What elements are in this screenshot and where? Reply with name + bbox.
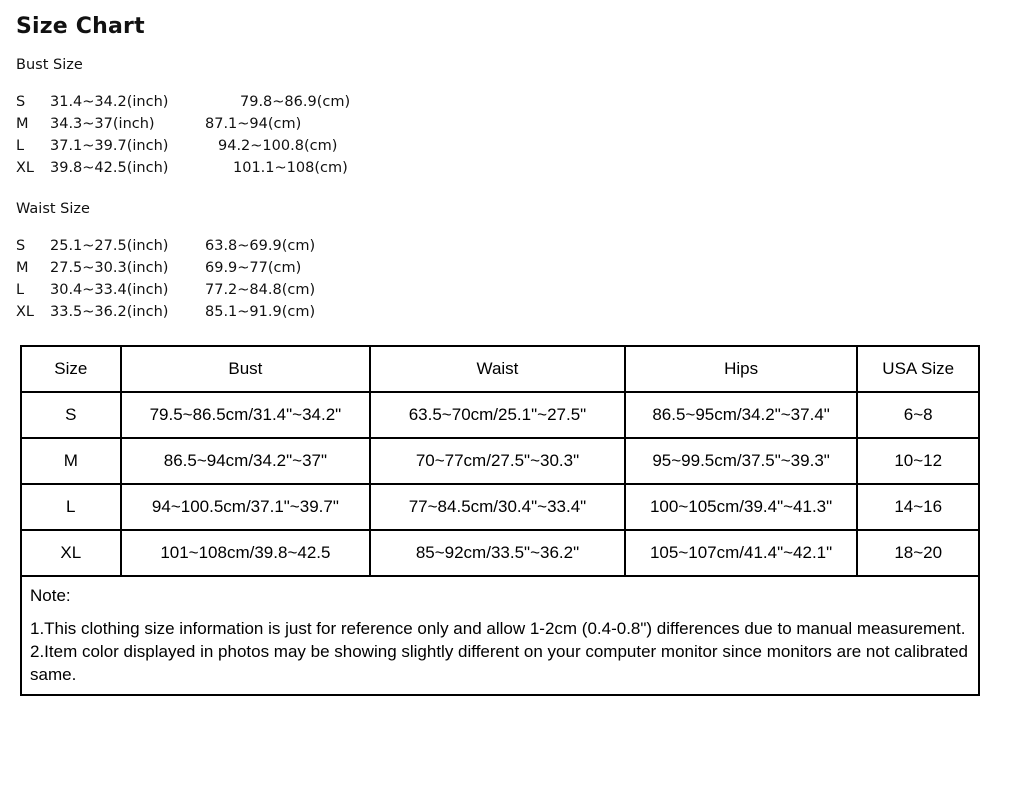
list-item [16,257,1008,279]
cell-usa-size: 6~8 [857,392,979,438]
waist-size-label-xl: XL [16,304,35,321]
note-item-2: 2.Item color displayed in photos may be showing slightly different on your computer monitor since monitors are not calibrated same. [30,642,968,685]
bust-inch-l: 37.1~39.7(inch) [50,138,169,155]
waist-inch-s: 25.1~27.5(inch) [50,238,169,255]
bust-cm-xl: 101.1~108(cm) [233,160,348,177]
table-header-row [21,346,979,392]
cell-size: S [21,392,121,438]
list-item [16,157,1008,179]
column-header-waist: Waist [370,346,625,392]
bust-size-label: Bust Size [16,57,83,73]
bust-size-list [16,91,1008,179]
cell-bust: 94~100.5cm/37.1"~39.7" [121,484,371,530]
waist-size-label-l: L [16,282,25,299]
bust-inch-xl: 39.8~42.5(inch) [50,160,169,177]
bust-inch-s: 31.4~34.2(inch) [50,94,169,110]
cell-size: L [21,484,121,530]
page-title: Size Chart [16,14,145,39]
cell-waist: 85~92cm/33.5"~36.2" [370,530,625,576]
column-header-size: Size [21,346,121,392]
list-item [16,113,1008,135]
cell-waist: 63.5~70cm/25.1"~27.5" [370,392,625,438]
size-chart-table [20,345,980,695]
waist-cm-m: 69.9~77(cm) [205,260,302,277]
list-item [16,135,1008,157]
cell-usa-size: 14~16 [857,484,979,530]
bust-inch-m: 34.3~37(inch) [50,116,155,133]
cell-hips: 95~99.5cm/37.5"~39.3" [625,438,858,484]
cell-waist: 70~77cm/27.5"~30.3" [370,438,625,484]
cell-size: XL [21,530,121,576]
cell-usa-size: 10~12 [857,438,979,484]
table-row [21,484,979,530]
note-block [21,576,979,694]
waist-size-label-s: S [16,238,26,255]
table-row [21,438,979,484]
cell-bust: 79.5~86.5cm/31.4"~34.2" [121,392,371,438]
bust-size-label-xl: XL [16,160,35,177]
waist-inch-xl: 33.5~36.2(inch) [50,304,169,321]
table-row [21,392,979,438]
waist-cm-l: 77.2~84.8(cm) [205,282,316,299]
bust-cm-s: 79.8~86.9(cm) [240,94,351,110]
list-item [16,279,1008,301]
table-row [21,530,979,576]
waist-size-label-m: M [16,260,29,277]
cell-hips: 100~105cm/39.4"~41.3" [625,484,858,530]
cell-waist: 77~84.5cm/30.4"~33.4" [370,484,625,530]
waist-inch-l: 30.4~33.4(inch) [50,282,169,299]
cell-bust: 101~108cm/39.8~42.5 [121,530,371,576]
bust-size-label-s: S [16,94,26,110]
waist-inch-m: 27.5~30.3(inch) [50,260,169,277]
waist-size-list [16,235,1008,323]
bust-size-label-m: M [16,116,29,133]
waist-size-label: Waist Size [16,201,90,218]
list-item [16,91,1008,113]
size-chart-table-wrap [16,345,1008,695]
list-item [16,301,1008,323]
note-heading: Note: [30,586,71,606]
cell-bust: 86.5~94cm/34.2"~37" [121,438,371,484]
column-header-bust: Bust [121,346,371,392]
waist-cm-xl: 85.1~91.9(cm) [205,304,316,321]
bust-cm-m: 87.1~94(cm) [205,116,302,133]
cell-size: M [21,438,121,484]
table-note-row [21,576,979,694]
cell-hips: 105~107cm/41.4"~42.1" [625,530,858,576]
cell-hips: 86.5~95cm/34.2"~37.4" [625,392,858,438]
column-header-usa-size: USA Size [857,346,979,392]
column-header-hips: Hips [625,346,858,392]
bust-size-label-l: L [16,138,25,155]
bust-cm-l: 94.2~100.8(cm) [218,138,338,155]
note-item-1: 1.This clothing size information is just for reference only and allow 1-2cm (0.4-0.8") differences due to manual measurement. [30,618,966,638]
cell-usa-size: 18~20 [857,530,979,576]
list-item [16,235,1008,257]
waist-cm-s: 63.8~69.9(cm) [205,238,316,255]
